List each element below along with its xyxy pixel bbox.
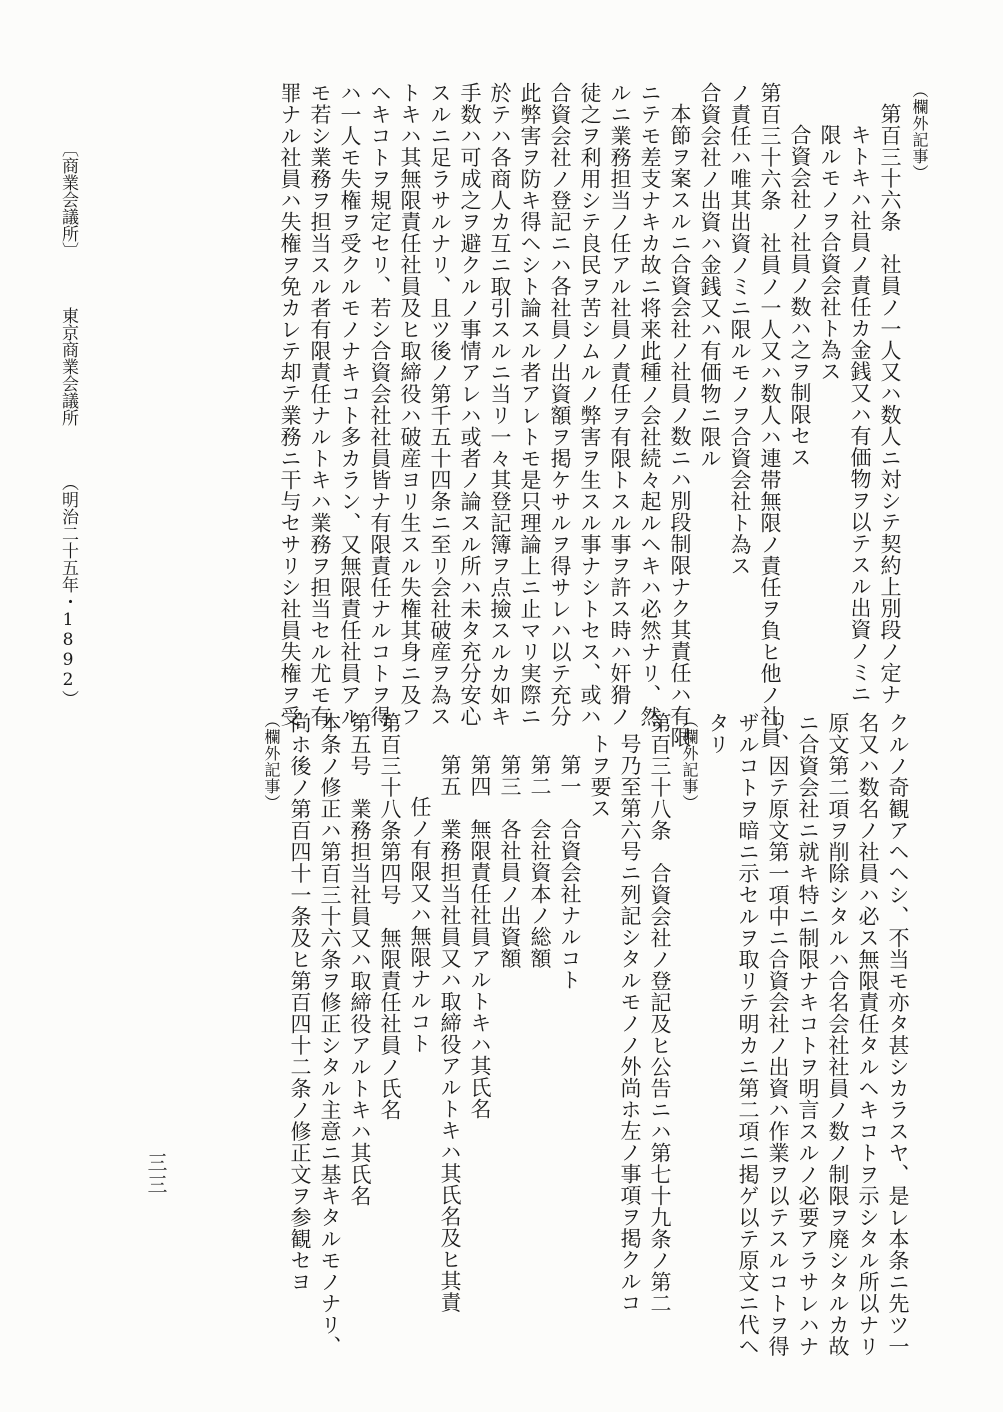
lower-text-line: タリ xyxy=(706,712,730,755)
upper-text-line: 於テハ各商人カ互ニ取引スルニ当リ一々其登記簿ヲ点撿スルカ如キ xyxy=(488,82,512,727)
upper-text-line: 限ルモノヲ合資会社ト為ス xyxy=(818,124,842,382)
upper-text-line: 本節ヲ案スルニ合資会社ノ社員ノ数ニハ別段制限ナク其責任ハ有限 xyxy=(668,103,692,748)
lower-text-line: 号乃至第六号ニ列記シタルモノノ外尚ホ左ノ事項ヲ掲クルコ xyxy=(618,733,642,1314)
lower-text-line: 任ノ有限又ハ無限ナルコト xyxy=(408,796,432,1054)
upper-text-line: トキハ其無限責任社員及ヒ取締役ハ破産ヨリ生スル失権其身ニ及フ xyxy=(398,82,422,727)
lower-text-line: 第二 会社資本ノ総額 xyxy=(528,754,552,969)
lower-text-line: 原文第二項ヲ削除シタルハ合名会社社員ノ数ノ制限ヲ廃シタルカ故 xyxy=(826,712,850,1357)
upper-text-line: キトキハ社員ノ責任カ金銭又ハ有価物ヲ以テスル出資ノミニ xyxy=(848,124,872,705)
lower-text-line: 第五号 業務担当社員又ハ取締役アルトキハ其氏名 xyxy=(348,712,372,1207)
lower-text-line: 第五 業務担当社員又ハ取締役アルトキハ其氏名及ヒ其責 xyxy=(438,754,462,1313)
upper-text-line: 罪ナル社員ハ失権ヲ免カレテ却テ業務ニ干与セサリシ社員失権ヲ受 xyxy=(278,82,302,727)
upper-text-line: ヘキコトヲ規定セリ、若シ合資会社社員皆ナ有限責任ナルコトヲ得 xyxy=(368,82,392,727)
lower-text-line: 本条ノ修正ハ第百三十六条ヲ修正シタル主意ニ基キタルモノナリ、 xyxy=(318,712,342,1357)
lower-text-line: ザルコトヲ暗ニ示セルヲ取リテ明カニ第二項ニ掲ゲ以テ原文ニ代ヘ xyxy=(736,712,760,1357)
upper-text-line: （欄外記事） xyxy=(910,82,929,181)
lower-text-line: 尚ホ後ノ第百四十一条及ヒ第百四十二条ノ修正文ヲ参観セヨ xyxy=(288,712,312,1293)
lower-text-line: 第一 合資会社ナルコト xyxy=(558,754,582,991)
upper-text-line: 此弊害ヲ防キ得ヘシト論スル者アレトモ是只理論上ニ止マリ実際ニ xyxy=(518,82,542,727)
lower-text-line: 第四 無限責任社員アルトキハ其氏名 xyxy=(468,754,492,1120)
lower-text-line: 第百三十八条 合資会社ノ登記及ヒ公告ニハ第七十九条ノ第二 xyxy=(648,712,672,1314)
upper-text-line: 合資会社ノ出資ハ金銭又ハ有価物ニ限ル xyxy=(698,82,722,469)
lower-text-line: （欄外記事） xyxy=(262,712,281,811)
lower-text-line: 名又ハ数名ノ社員ハ必ス無限責任タルヘキコトヲ示シタル所以ナリ xyxy=(856,712,880,1357)
upper-text-line: モ若シ業務ヲ担当スル者有限責任ナルトキハ業務ヲ担当セル尤モ有 xyxy=(308,82,332,727)
lower-text-line: リ、因テ原文第一項中ニ合資会社ノ出資ハ作業ヲ以テスルコトヲ得 xyxy=(766,712,790,1357)
lower-text-line: （欄外記事） xyxy=(680,712,699,811)
upper-text-line: 第百三十六条 社員ノ一人又ハ数人ニ対シテ契約上別段ノ定ナ xyxy=(878,103,902,705)
upper-text-line: ニテモ差支ナキカ故ニ将来此種ノ会社続々起ルヘキハ必然ナリ、然 xyxy=(638,82,662,727)
upper-text-line: スルニ足ラサルナリ、且ツ後ノ第千五十四条ニ至リ会社破産ヲ為ス xyxy=(428,82,452,727)
footer-date: （明治二十五年・1892） xyxy=(58,474,78,707)
footer-source xyxy=(56,140,81,707)
upper-text-line: ノ責任ハ唯其出資ノミニ限ルモノヲ合資会社ト為ス xyxy=(728,82,752,577)
upper-text-line: 徒之ヲ利用シテ良民ヲ苦シムルノ弊害ヲ生スル事ナシトセス、或ハ xyxy=(578,82,602,727)
upper-text-line: 合資会社ノ登記ニハ各社員ノ出資額ヲ掲ケサルヲ得サレハ以テ充分 xyxy=(548,82,572,727)
upper-text-line: ハ一人モ失権ヲ受クルモノナキコト多カラン、又無限責任社員アル xyxy=(338,82,362,727)
footer-publisher: 東京商業会議所 xyxy=(58,307,78,426)
upper-text-line: 第百三十六条 社員ノ一人又ハ数人ハ連帯無限ノ責任ヲ負ヒ他ノ社員 xyxy=(758,82,782,749)
lower-text-line: 第百三十八条第四号 無限責任社員ノ氏名 xyxy=(378,712,402,1121)
lower-text-block xyxy=(257,712,913,1357)
lower-text-line: トヲ要ス xyxy=(588,733,612,819)
footer-source-label: 〔商業会議所〕 xyxy=(58,140,78,259)
lower-text-line: クルノ奇観アヘヘシ、不当モ亦タ甚シカラスヤ、是レ本条ニ先ツ一 xyxy=(886,712,910,1357)
upper-text-line: 手数ハ可成之ヲ避クルノ事情アレハ或者ノ論スル所ハ未タ充分安心 xyxy=(458,82,482,727)
lower-text-line: ニ合資会社ニ就キ特ニ制限ナキコトヲ明言スルノ必要アラサレハナ xyxy=(796,712,820,1357)
lower-text-line: 第三 各社員ノ出資額 xyxy=(498,754,522,969)
page-number: 三三 xyxy=(144,1152,168,1196)
upper-text-line: 合資会社ノ社員ノ数ハ之ヲ制限セス xyxy=(788,124,812,468)
upper-text-line: ルニ業務担当ノ任アル社員ノ責任ヲ有限トスル事ヲ許ス時ハ奸猾ノ xyxy=(608,82,632,727)
